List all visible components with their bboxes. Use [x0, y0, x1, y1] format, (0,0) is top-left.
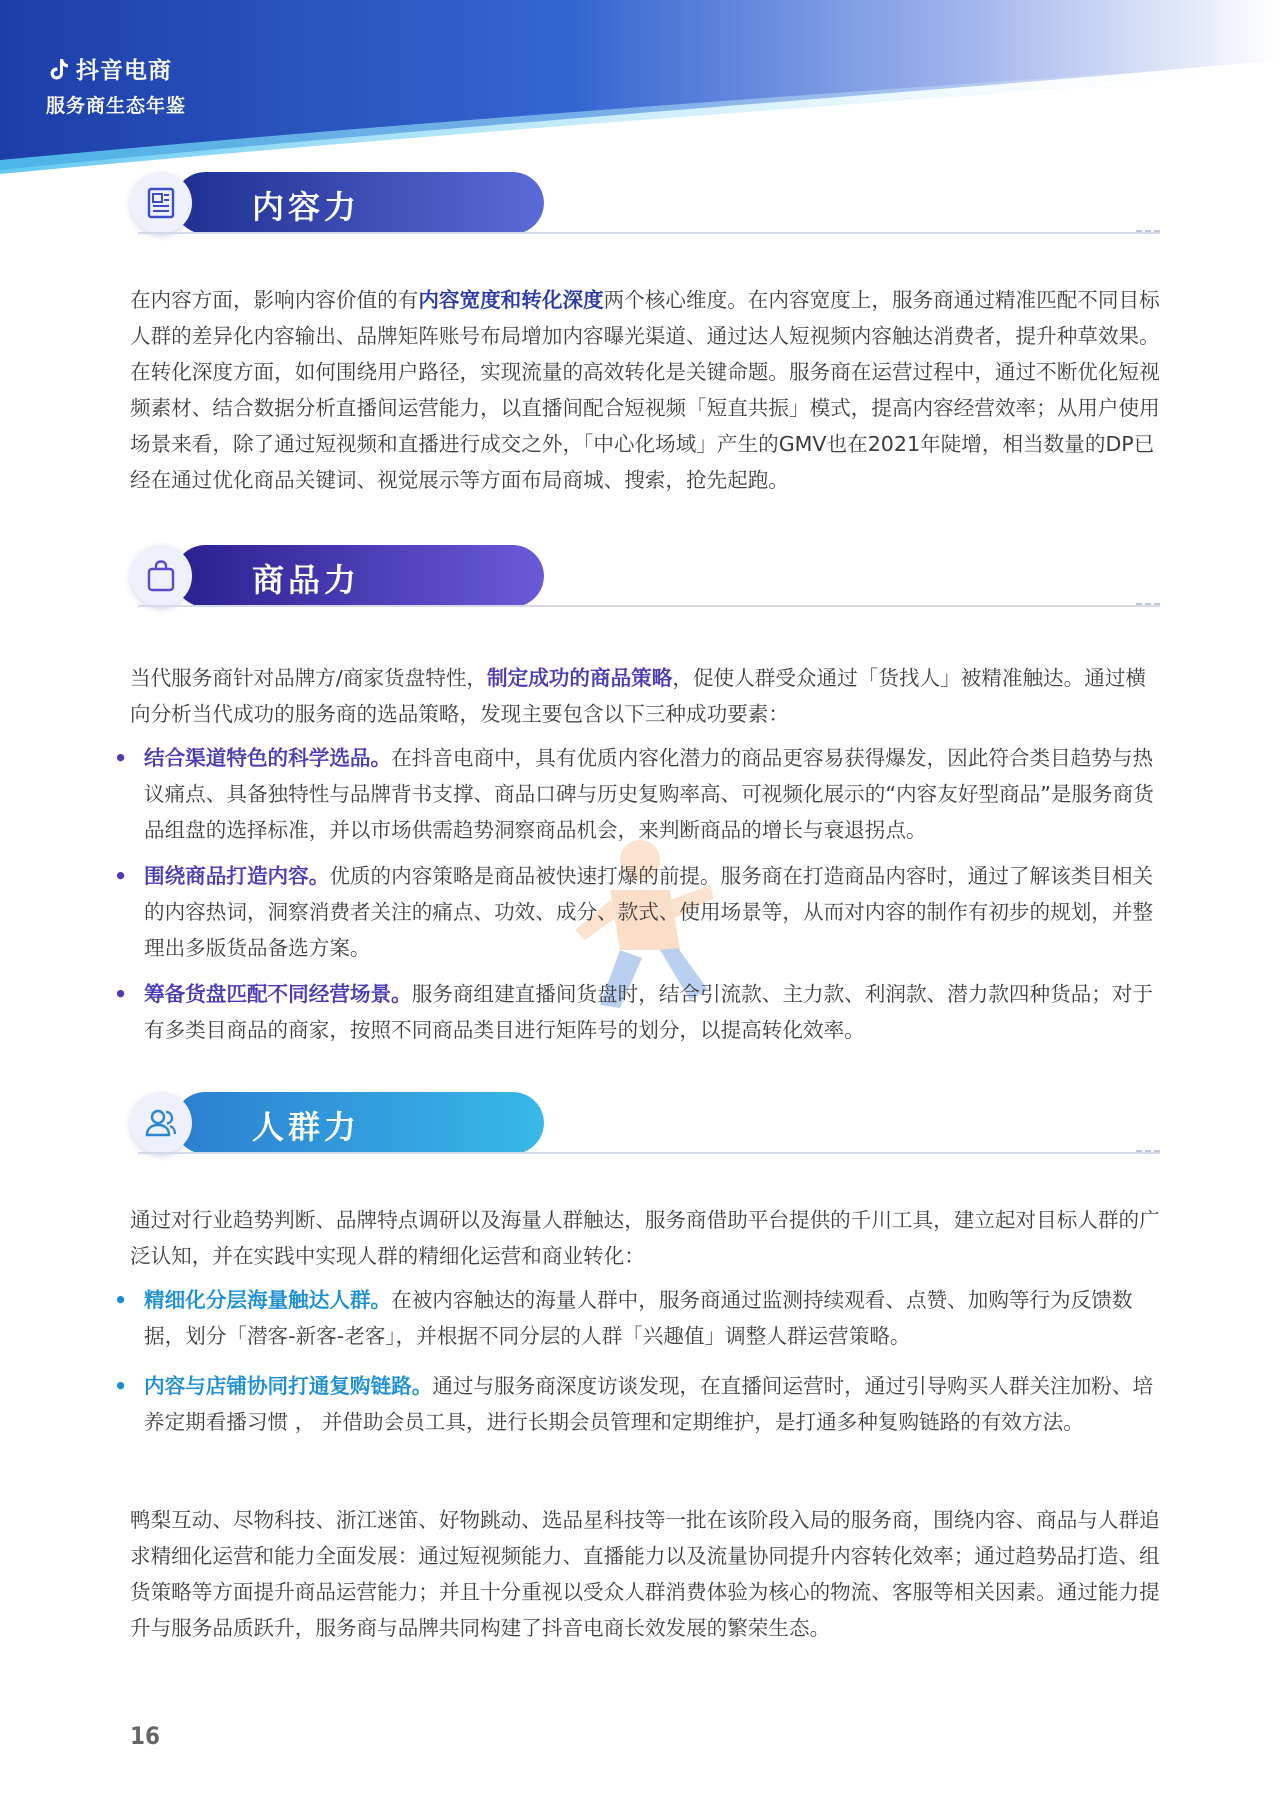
closing-paragraph: 鸭梨互动、尽物科技、浙江迷笛、好物跳动、选品星科技等一批在该阶段入局的服务商，围绕内容、商品与人群追求精细化运营和能力全面发展：通过短视频能力、直播能力以及流量协同提升内容转化效率；通过趋势品打造、组货策略等方面提升商品运营能力；并且十分重视以受众人群消费体验为核心的物流、客服等相关因素。通过能力提升与服务品质跃升，服务商与品牌共同构建了抖音电商长效发展的繁荣生态。 — [130, 1508, 1160, 1640]
section-header-product — [130, 545, 1160, 611]
shopping-bag-icon — [130, 545, 192, 607]
tiktok-note-icon — [46, 56, 72, 82]
divider — [138, 605, 1160, 607]
document-icon — [130, 172, 192, 234]
brand-subtitle: 服务商生态年鉴 — [46, 95, 187, 117]
list-item: • 结合渠道特色的科学选品。在抖音电商中，具有优质内容化潜力的商品更容易获得爆发，因此符合类目趋势与热议痛点、具备独特性与品牌背书支撑、商品口碑与历史复购率高、可视频化展示的“内容友好型商品”是服务商货品组盘的选择标准，并以市场供需趋势洞察商品机会，来判断商品的增长与衰退拐点。 — [114, 746, 1154, 842]
divider — [138, 1152, 1160, 1154]
brand-name: 抖音电商 — [76, 58, 172, 84]
list-item: • 围绕商品打造内容。优质的内容策略是商品被快速打爆的前提。服务商在打造商品内容时，通过了解该类目相关的内容热词，洞察消费者关注的痛点、功效、成分、款式、使用场景等，从而对内容的制作有初步的规划，并整理出多版货品备选方案。 — [114, 864, 1154, 960]
highlight-text: 内容宽度和转化深度 — [418, 288, 604, 312]
divider — [138, 232, 1160, 234]
content-paragraph: 在内容方面，影响内容价值的有内容宽度和转化深度两个核心维度。在内容宽度上，服务商通过精准匹配不同目标人群的差异化内容输出、品牌矩阵账号布局增加内容曝光渠道、通过达人短视频内容触达消费者，提升种草效果。在转化深度方面，如何围绕用户路径，实现流量的高效转化是关键命题。服务商在运营过程中，通过不断优化短视频素材、结合数据分析直播间运营能力，以直播间配合短视频「短直共振」模式，提高内容经营效率；从用户使用场景来看，除了通过短视频和直播进行成交之外，「中心化场域」产生的GMV也在2021年陡增，相当数量的DP已经在通过优化商品关键词、视觉展示等方面布局商城、搜索，抢先起跑。 — [130, 288, 1160, 492]
divider-dash — [1136, 1150, 1160, 1152]
product-bullets — [112, 740, 1172, 1058]
crowd-intro: 通过对行业趋势判断、品牌特点调研以及海量人群触达，服务商借助平台提供的千川工具，建立起对目标人群的广泛认知，并在实践中实现人群的精细化运营和商业转化： — [130, 1208, 1160, 1268]
list-item: • 精细化分层海量触达人群。在被内容触达的海量人群中，服务商通过监测持续观看、点赞、加购等行为反馈数据，划分「潜客-新客-老客」，并根据不同分层的人群「兴趣值」调整人群运营策略。 — [114, 1288, 1133, 1348]
brand-block — [46, 52, 186, 118]
crowd-bullets — [112, 1282, 1172, 1450]
divider-dash — [1136, 603, 1160, 605]
section-title: 内容力 — [252, 188, 361, 226]
list-item: • 内容与店铺协同打通复购链路。通过与服务商深度访谈发现，在直播间运营时，通过引导购买人群关注加粉、培养定期看播习惯 ， 并借助会员工具，进行长期会员管理和定期维护，是打通多种复购链路的有效方法。 — [114, 1374, 1154, 1434]
divider-dash — [1136, 230, 1160, 232]
section-header-content — [130, 172, 1160, 238]
list-item: • 筹备货盘匹配不同经营场景。服务商组建直播间货盘时，结合引流款、主力款、利润款、潜力款四种货品；对于有多类目商品的商家，按照不同商品类目进行矩阵号的划分，以提高转化效率。 — [114, 982, 1154, 1042]
users-icon — [130, 1092, 192, 1154]
highlight-text: 制定成功的商品策略 — [487, 666, 673, 690]
section-header-crowd — [130, 1092, 1160, 1158]
section-title: 商品力 — [252, 561, 361, 599]
product-intro: 当代服务商针对品牌方/商家货盘特性，制定成功的商品策略，促使人群受众通过「货找人」被精准触达。通过横向分析当代成功的服务商的选品策略，发现主要包含以下三种成功要素： — [130, 666, 1147, 726]
page-number: 16 — [130, 1722, 161, 1750]
header-banner — [0, 0, 1280, 180]
section-title: 人群力 — [252, 1108, 361, 1146]
